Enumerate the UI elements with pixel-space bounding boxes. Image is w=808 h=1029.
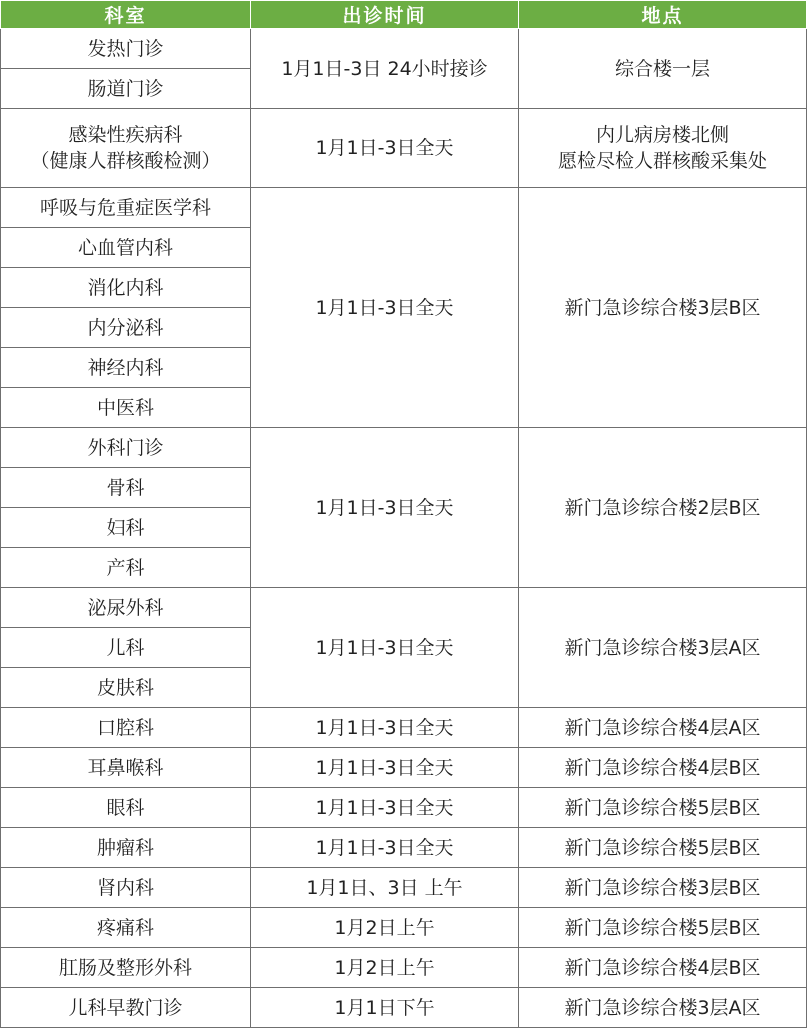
department-cell: 耳鼻喉科 xyxy=(1,748,251,788)
department-cell: 儿科 xyxy=(1,628,251,668)
department-cell: 儿科早教门诊 xyxy=(1,988,251,1028)
time-cell: 1月2日上午 xyxy=(251,948,519,988)
location-line: 愿检尽检人群核酸采集处 xyxy=(557,150,767,172)
department-cell: 眼科 xyxy=(1,788,251,828)
location-cell: 新门急诊综合楼3层B区 xyxy=(519,868,807,908)
department-cell: 中医科 xyxy=(1,388,251,428)
department-cell: 妇科 xyxy=(1,508,251,548)
department-cell: 口腔科 xyxy=(1,708,251,748)
department-cell: 骨科 xyxy=(1,468,251,508)
location-cell: 新门急诊综合楼4层B区 xyxy=(519,748,807,788)
time-cell: 1月1日、3日 上午 xyxy=(251,868,519,908)
time-cell: 1月1日-3日全天 xyxy=(251,748,519,788)
header-location: 地点 xyxy=(519,1,807,29)
department-cell: 肾内科 xyxy=(1,868,251,908)
location-cell: 新门急诊综合楼4层A区 xyxy=(519,708,807,748)
time-cell: 1月1日-3日全天 xyxy=(251,708,519,748)
time-cell: 1月2日上午 xyxy=(251,908,519,948)
department-cell: 泌尿外科 xyxy=(1,588,251,628)
table-row xyxy=(1,748,807,788)
table-row xyxy=(1,588,807,628)
location-cell: 新门急诊综合楼3层B区 xyxy=(519,188,807,428)
table-row xyxy=(1,428,807,468)
table-row xyxy=(1,788,807,828)
table-row xyxy=(1,868,807,908)
table-row xyxy=(1,828,807,868)
department-cell: 心血管内科 xyxy=(1,228,251,268)
department-cell: 呼吸与危重症医学科 xyxy=(1,188,251,228)
department-line: （健康人群核酸检测） xyxy=(30,150,221,172)
time-cell: 1月1日-3日全天 xyxy=(251,428,519,588)
time-cell: 1月1日下午 xyxy=(251,988,519,1028)
department-cell: 外科门诊 xyxy=(1,428,251,468)
department-cell: 发热门诊 xyxy=(1,29,251,69)
table-row xyxy=(1,908,807,948)
table-row xyxy=(1,109,807,188)
time-cell: 1月1日-3日全天 xyxy=(251,788,519,828)
time-cell: 1月1日-3日全天 xyxy=(251,828,519,868)
location-line: 内儿病房楼北侧 xyxy=(595,124,729,146)
location-cell: 新门急诊综合楼5层B区 xyxy=(519,788,807,828)
table-row xyxy=(1,29,807,69)
location-cell: 新门急诊综合楼3层A区 xyxy=(519,588,807,708)
department-cell: 神经内科 xyxy=(1,348,251,388)
location-cell: 新门急诊综合楼5层B区 xyxy=(519,828,807,868)
department-cell: 皮肤科 xyxy=(1,668,251,708)
department-cell: 肠道门诊 xyxy=(1,69,251,109)
table-row xyxy=(1,188,807,228)
department-cell: 内分泌科 xyxy=(1,308,251,348)
department-cell: 肛肠及整形外科 xyxy=(1,948,251,988)
header-department: 科室 xyxy=(1,1,251,29)
department-cell: 消化内科 xyxy=(1,268,251,308)
time-cell: 1月1日-3日全天 xyxy=(251,188,519,428)
location-cell: 新门急诊综合楼4层B区 xyxy=(519,948,807,988)
time-cell: 1月1日-3日 24小时接诊 xyxy=(251,29,519,109)
table-row xyxy=(1,948,807,988)
location-cell: 新门急诊综合楼5层B区 xyxy=(519,908,807,948)
table-header-row xyxy=(1,1,807,29)
header-time: 出诊时间 xyxy=(251,1,519,29)
time-cell: 1月1日-3日全天 xyxy=(251,109,519,188)
location-cell xyxy=(519,109,807,188)
department-cell: 肿瘤科 xyxy=(1,828,251,868)
time-cell: 1月1日-3日全天 xyxy=(251,588,519,708)
table-row xyxy=(1,708,807,748)
location-cell: 综合楼一层 xyxy=(519,29,807,109)
table-row xyxy=(1,988,807,1028)
location-cell: 新门急诊综合楼2层B区 xyxy=(519,428,807,588)
location-cell: 新门急诊综合楼3层A区 xyxy=(519,988,807,1028)
department-cell xyxy=(1,109,251,188)
department-line: 感染性疾病科 xyxy=(68,124,183,146)
department-cell: 产科 xyxy=(1,548,251,588)
department-cell: 疼痛科 xyxy=(1,908,251,948)
